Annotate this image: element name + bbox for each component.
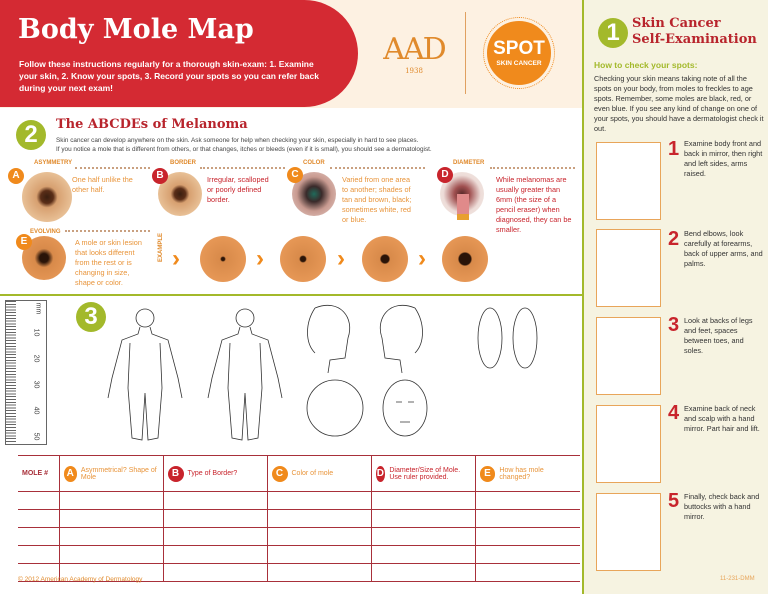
- section1-subtitle: How to check your spots:: [594, 60, 698, 70]
- header-mole-number: MOLE #: [18, 456, 59, 492]
- letter-badge-d: D: [376, 466, 386, 482]
- table-row[interactable]: [18, 546, 580, 564]
- pencil-eraser-image: [457, 194, 469, 220]
- section-number-2: 2: [16, 120, 46, 150]
- keyword-border: BORDER: [170, 160, 197, 166]
- step-2-illustration: [596, 229, 661, 307]
- keyword-asymmetry: ASYMMETRY: [34, 160, 73, 166]
- step-3-illustration: [596, 317, 661, 395]
- step-5-number: 5: [668, 490, 680, 512]
- logo-divider: [465, 12, 466, 94]
- border-text: Irregular, scalloped or poorly defined border.: [207, 175, 269, 204]
- header-color: Color of mole: [291, 470, 334, 477]
- step-4-number: 4: [668, 402, 680, 424]
- self-exam-panel: [582, 0, 768, 594]
- letter-badge-c: C: [272, 466, 288, 482]
- head-side-left: [308, 305, 350, 373]
- step-3-text: Look at backs of legs and feet, spaces between toes, and soles.: [684, 316, 753, 355]
- step-1-illustration: [596, 142, 661, 220]
- step-4-illustration: [596, 405, 661, 483]
- dotted-divider: [200, 167, 285, 169]
- section-number-1: 1: [598, 18, 628, 48]
- keyword-evolving: EVOLVING: [30, 229, 61, 235]
- section-number-3: 3: [76, 302, 106, 332]
- copyright: © 2012 American Academy of Dermatology: [18, 576, 143, 583]
- example-mole-2: [280, 236, 326, 282]
- letter-badge-a: A: [8, 168, 24, 184]
- page-title: Body Mole Map: [18, 14, 254, 45]
- step-1-number: 1: [668, 138, 680, 160]
- example-mole-4: [442, 236, 488, 282]
- mole-record-table: [18, 455, 580, 582]
- chevron-right-icon: ›: [337, 245, 345, 272]
- dotted-divider: [330, 167, 425, 169]
- chevron-right-icon: ›: [256, 245, 264, 272]
- letter-badge-d: D: [437, 167, 453, 183]
- example-mole-1: [200, 236, 246, 282]
- dotted-divider: [490, 167, 575, 169]
- step-5-text: Finally, check back and buttocks with a hand mirror.: [684, 492, 760, 521]
- asymmetry-text: One half unlike the other half.: [72, 175, 133, 194]
- body-front-figure: [108, 309, 182, 440]
- example-mole-3: [362, 236, 408, 282]
- evolving-text: A mole or skin lesion that looks different from the rest or is changing in size, shape or color.: [75, 238, 142, 287]
- section-divider: [0, 294, 582, 296]
- table-row[interactable]: [18, 492, 580, 510]
- section2-text: Skin cancer can develop anywhere on the skin. Ask someone for help when checking your skin, especially in hard to see places. If you notice a mole that is different from others, or that changes, itches or bleeds (even if it is small), you should see a dermatologist.: [56, 137, 432, 153]
- dotted-divider: [75, 167, 150, 169]
- step-3-number: 3: [668, 314, 680, 336]
- mm-ruler: mm 10 20 30 40 50: [5, 300, 47, 445]
- dotted-divider: [65, 230, 150, 232]
- asymmetry-mole-image: [22, 172, 72, 222]
- header-asymmetry: Asymmetrical? Shape of Mole: [80, 466, 157, 481]
- color-text: Varied from one area to another; shades of tan and brown, black; sometimes white, red or blue.: [342, 175, 412, 224]
- spot-skin-cancer-logo: SPOT SKIN CANCER: [484, 18, 554, 88]
- step-1-text: Examine body front and back in mirror, then right and left sides, arms raised.: [684, 139, 763, 178]
- head-top: [307, 380, 363, 436]
- chevron-right-icon: ›: [172, 245, 180, 272]
- step-2-number: 2: [668, 228, 680, 250]
- head-face: [383, 380, 427, 436]
- example-label: EXAMPLE: [158, 232, 164, 262]
- table-header-row: [18, 456, 580, 492]
- document-code: 11-231-DMM: [720, 576, 755, 582]
- step-4-text: Examine back of neck and scalp with a hand mirror. Part hair and lift.: [684, 404, 760, 433]
- chevron-right-icon: ›: [418, 245, 426, 272]
- body-outline-diagrams[interactable]: [100, 298, 560, 448]
- keyword-color: COLOR: [303, 160, 325, 166]
- section1-title: Skin Cancer Self-Examination: [632, 16, 757, 47]
- step-2-text: Bend elbows, look carefully at forearms, back of upper arms, and palms.: [684, 229, 763, 268]
- header-diameter: Diameter/Size of Mole. Use ruler provided.: [389, 466, 461, 481]
- head-side-right: [380, 305, 422, 373]
- table-row[interactable]: [18, 528, 580, 546]
- feet-soles: [478, 308, 537, 368]
- table-row[interactable]: [18, 510, 580, 528]
- letter-badge-c: C: [287, 167, 303, 183]
- section2-title: The ABCDEs of Melanoma: [56, 117, 248, 132]
- intro-text: Follow these instructions regularly for a thorough skin-exam: 1. Examine your skin, 2. Know your spots, 3. Record your spots so you can refer back during your next exam!: [19, 59, 319, 93]
- letter-badge-e: E: [480, 466, 496, 482]
- keyword-diameter: DIAMETER: [453, 160, 485, 166]
- aad-logo: AAD 1938: [383, 32, 445, 75]
- body-back-figure: [208, 309, 282, 440]
- diameter-text: While melanomas are usually greater than 6mm (the size of a pencil eraser) when diagnosed, they can be smaller.: [496, 175, 572, 234]
- step-5-illustration: [596, 493, 661, 571]
- section1-text: Checking your skin means taking note of all the spots on your body, from moles to freckles to age spots. Remember, some moles are black, red, or even blue. If you see any kind of change on one of your spots, you should have a dermatologist check it out.: [594, 74, 764, 133]
- letter-badge-b: B: [152, 168, 168, 184]
- letter-badge-a: A: [64, 466, 77, 482]
- letter-badge-b: B: [168, 466, 184, 482]
- header-border: Type of Border?: [187, 470, 238, 477]
- header-evolving: How has mole changed?: [499, 466, 544, 481]
- letter-badge-e: E: [16, 234, 32, 250]
